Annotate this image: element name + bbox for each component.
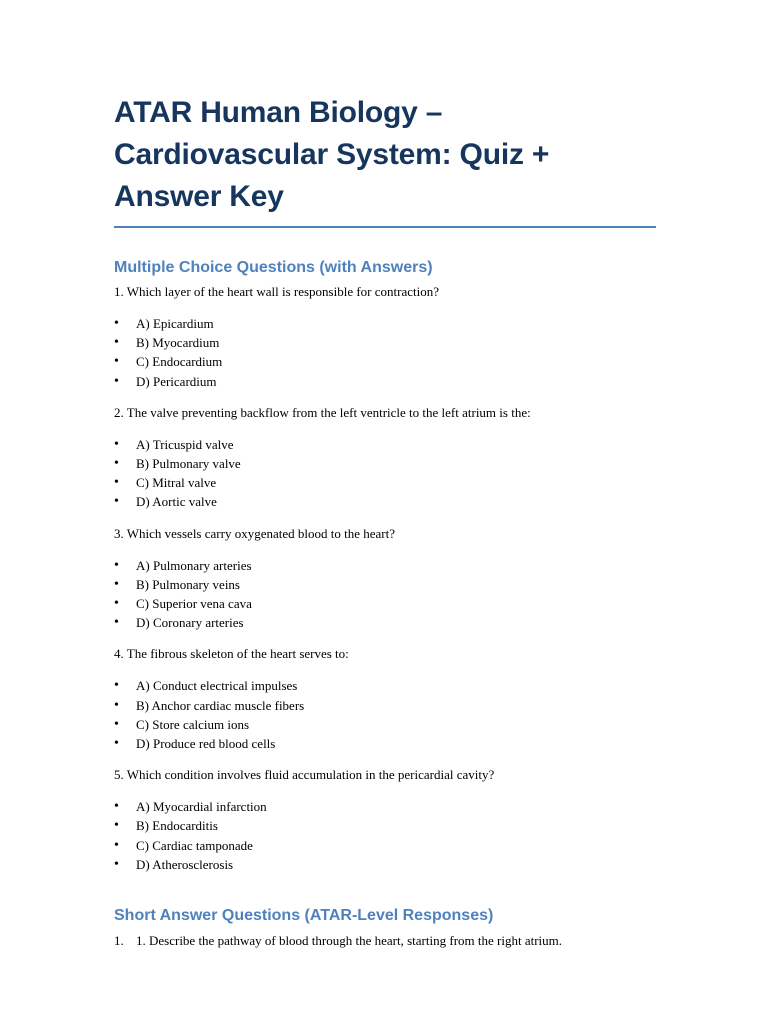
bullet-icon: •: [114, 576, 119, 592]
option-label: A) Pulmonary arteries: [136, 557, 252, 573]
option-list: [114, 314, 656, 391]
mcq-list: [114, 283, 656, 874]
option-label: C) Store calcium ions: [136, 716, 250, 732]
option-label: A) Epicardium: [136, 316, 214, 331]
bullet-icon: •: [114, 436, 119, 452]
bullet-icon: •: [114, 373, 119, 389]
option-label: B) Pulmonary veins: [136, 576, 240, 592]
option-item: [114, 333, 656, 352]
option-item: [114, 816, 656, 835]
bullet-icon: •: [114, 475, 119, 491]
option-item: [114, 492, 656, 511]
option-item: [114, 797, 656, 816]
bullet-icon: •: [114, 856, 119, 872]
option-item: [114, 314, 656, 333]
option-label: B) Pulmonary valve: [136, 456, 241, 472]
option-item: [114, 454, 656, 473]
bullet-icon: •: [114, 354, 119, 370]
option-label: C) Mitral valve: [136, 475, 217, 491]
option-item: [114, 352, 656, 371]
list-number: 1.: [114, 933, 124, 949]
document-title: ATAR Human Biology – Cardiovascular System: Quiz + Answer Key: [114, 92, 656, 228]
question-text: 4. The fibrous skeleton of the heart serves to:: [114, 646, 349, 662]
option-item: [114, 696, 656, 715]
option-label: C) Superior vena cava: [136, 596, 252, 612]
bullet-icon: •: [114, 837, 119, 853]
bullet-icon: •: [114, 678, 119, 694]
bullet-icon: •: [114, 799, 119, 815]
short-answer-section-heading: Short Answer Questions (ATAR-Level Responses): [114, 907, 494, 925]
bullet-icon: •: [114, 335, 119, 351]
question-text: 5. Which condition involves fluid accumulation in the pericardial cavity?: [114, 767, 495, 783]
option-list: [114, 556, 656, 633]
option-label: C) Cardiac tamponade: [136, 837, 253, 853]
option-label: A) Conduct electrical impulses: [136, 678, 298, 694]
option-item: [114, 855, 656, 874]
mcq-question-3: [114, 525, 656, 633]
mcq-section-heading: Multiple Choice Questions (with Answers): [114, 259, 433, 276]
bullet-icon: •: [114, 596, 119, 612]
bullet-icon: •: [114, 736, 119, 752]
bullet-icon: •: [114, 557, 119, 573]
mcq-question-4: [114, 645, 656, 753]
mcq-question-1: [114, 283, 656, 391]
option-item: [114, 613, 656, 632]
option-item: [114, 676, 656, 695]
option-label: B) Endocarditis: [136, 818, 218, 834]
option-list: [114, 435, 656, 512]
option-item: [114, 372, 656, 391]
option-item: [114, 556, 656, 575]
option-item: [114, 734, 656, 753]
mcq-question-5: [114, 766, 656, 874]
option-item: [114, 715, 656, 734]
option-label: D) Produce red blood cells: [136, 736, 276, 752]
option-list: [114, 676, 656, 753]
short-answer-list: [114, 932, 656, 950]
question-text: 2. The valve preventing backflow from the left ventricle to the left atrium is the:: [114, 404, 531, 420]
option-label: A) Tricuspid valve: [136, 436, 234, 452]
bullet-icon: •: [114, 818, 119, 834]
question-text: 1. Which layer of the heart wall is responsible for contraction?: [114, 284, 440, 299]
option-item: [114, 435, 656, 454]
document-page: [114, 92, 656, 950]
bullet-icon: •: [114, 697, 119, 713]
option-item: [114, 575, 656, 594]
option-item: [114, 473, 656, 492]
option-label: B) Anchor cardiac muscle fibers: [136, 697, 305, 713]
bullet-icon: •: [114, 456, 119, 472]
bullet-icon: •: [114, 494, 119, 510]
option-label: D) Pericardium: [136, 373, 217, 389]
option-label: D) Coronary arteries: [136, 615, 244, 631]
question-text: 3. Which vessels carry oxygenated blood to the heart?: [114, 525, 395, 541]
short-answer-item-1: [114, 932, 656, 950]
mcq-question-2: [114, 404, 656, 512]
option-label: A) Myocardial infarction: [136, 799, 267, 815]
option-label: D) Aortic valve: [136, 494, 217, 510]
option-item: [114, 594, 656, 613]
short-answer-text: 1. Describe the pathway of blood through the heart, starting from the right atrium.: [136, 933, 562, 949]
bullet-icon: •: [114, 716, 119, 732]
bullet-icon: •: [114, 316, 119, 331]
option-list: [114, 797, 656, 874]
option-item: [114, 836, 656, 855]
option-label: C) Endocardium: [136, 354, 223, 370]
option-label: D) Atherosclerosis: [136, 856, 234, 872]
option-label: B) Myocardium: [136, 335, 220, 351]
bullet-icon: •: [114, 615, 119, 631]
